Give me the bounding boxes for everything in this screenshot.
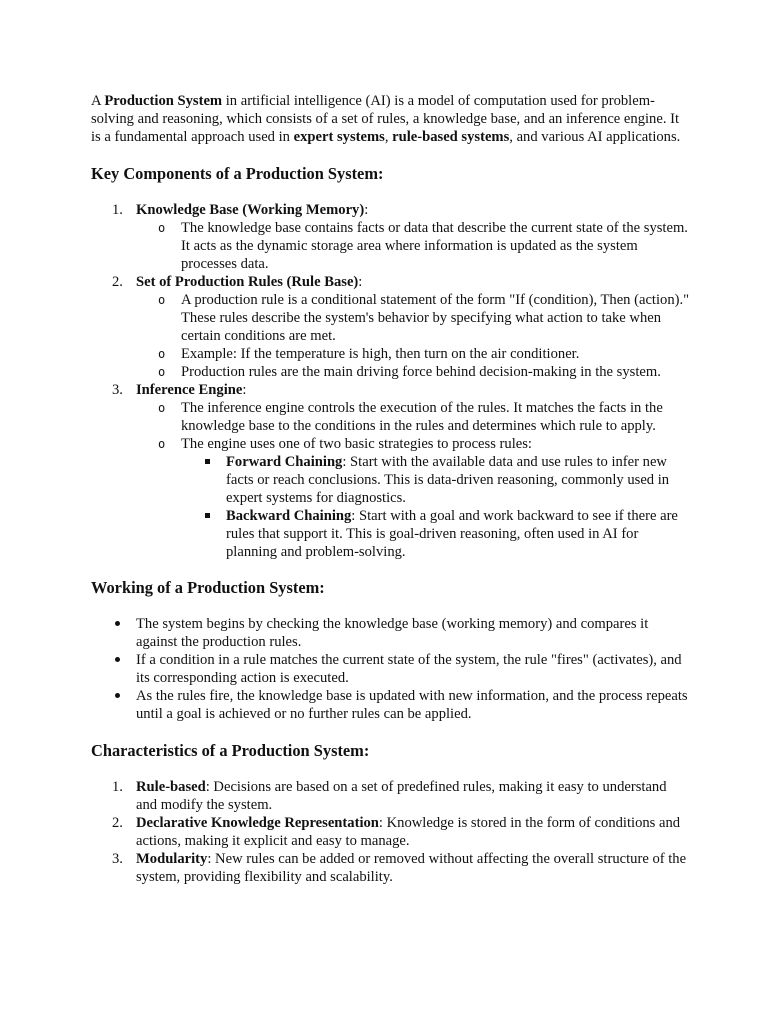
working-list <box>91 615 691 723</box>
characteristics-list <box>91 778 691 886</box>
bullet-icon <box>115 621 120 626</box>
list-item <box>91 778 691 814</box>
section-heading-key-components: Key Components of a Production System: <box>91 164 384 183</box>
list-number: 3. <box>112 851 123 867</box>
intro-text: A <box>91 93 105 109</box>
colon: : <box>358 274 363 290</box>
list-number: 2. <box>112 815 123 831</box>
strategy-list <box>181 453 691 561</box>
sub-item-text: Production rules are the main driving force behind decision-making in the system. <box>181 364 661 380</box>
component-title: Set of Production Rules (Rule Base) <box>136 274 359 290</box>
colon: : <box>242 382 247 398</box>
sub-item-text: The engine uses one of two basic strategies to process rules: <box>181 436 532 452</box>
sub-list-item <box>136 345 691 363</box>
sub-list-item <box>136 363 691 381</box>
list-item <box>91 381 691 561</box>
sub-item-text: The knowledge base contains facts or data that describe the current state of the system. It acts as the dynamic storage area where information is updated as the system processes data. <box>181 220 688 272</box>
component-title: Knowledge Base (Working Memory) <box>136 202 365 218</box>
characteristic-title: Modularity <box>136 851 208 867</box>
component-title: Inference Engine <box>136 382 243 398</box>
colon: : <box>364 202 369 218</box>
list-item <box>91 615 691 651</box>
sub-list <box>136 291 691 381</box>
sub-list <box>136 219 691 273</box>
list-item <box>91 651 691 687</box>
strategy-item <box>181 507 691 561</box>
key-components-list <box>91 201 691 561</box>
circle-bullet-icon: o <box>158 437 166 451</box>
sub-item-text: A production rule is a conditional statement of the form "If (condition), Then (action)." These rules describe the system's behavior by specifying what action to take when certain conditions are met. <box>181 292 690 344</box>
circle-bullet-icon: o <box>158 293 166 307</box>
list-number: 2. <box>112 274 123 290</box>
strategy-title: Backward Chaining <box>226 508 352 524</box>
bullet-text: The system begins by checking the knowledge base (working memory) and compares it against the production rules. <box>136 616 649 650</box>
intro-text: , <box>384 129 393 145</box>
circle-bullet-icon: o <box>158 401 166 415</box>
strategy-title: Forward Chaining <box>226 454 343 470</box>
characteristic-text: : Knowledge is stored in the form of conditions and actions, making it explicit and easy to manage. <box>136 815 681 849</box>
characteristic-title: Rule-based <box>136 779 206 795</box>
list-item <box>91 814 691 850</box>
document-content <box>91 92 691 886</box>
bullet-text: If a condition in a rule matches the current state of the system, the rule "fires" (activates), and its corresponding action is executed. <box>136 652 682 686</box>
square-bullet-icon <box>205 513 210 518</box>
sub-list <box>136 399 691 561</box>
bullet-icon <box>115 693 120 698</box>
list-item <box>91 273 691 381</box>
list-item <box>91 687 691 723</box>
strategy-text: : Start with the available data and use rules to infer new facts or reach conclusions. This is data-driven reasoning, commonly used in expert systems for diagnostics. <box>226 454 670 506</box>
circle-bullet-icon: o <box>158 365 166 379</box>
circle-bullet-icon: o <box>158 347 166 361</box>
list-number: 1. <box>112 202 123 218</box>
characteristic-text: : Decisions are based on a set of predefined rules, making it easy to understand and modify the system. <box>136 779 667 813</box>
section-heading-characteristics: Characteristics of a Production System: <box>91 741 370 760</box>
intro-bold-term: rule-based systems <box>392 129 510 145</box>
strategy-text: : Start with a goal and work backward to see if there are rules that support it. This is goal-driven reasoning, often used in AI for planning and problem-solving. <box>226 508 678 560</box>
characteristic-text: : New rules can be added or removed without affecting the overall structure of the system, providing flexibility and scalability. <box>136 851 687 885</box>
list-item <box>91 201 691 273</box>
intro-bold-term: expert systems <box>293 129 385 145</box>
intro-text: , and various AI applications. <box>509 129 681 145</box>
characteristic-title: Declarative Knowledge Representation <box>136 815 379 831</box>
sub-list-item <box>136 291 691 345</box>
strategy-item <box>181 453 691 507</box>
list-number: 1. <box>112 779 123 795</box>
intro-bold-term: Production System <box>104 93 223 109</box>
circle-bullet-icon: o <box>158 221 166 235</box>
list-number: 3. <box>112 382 123 398</box>
sub-list-item <box>136 399 691 435</box>
square-bullet-icon <box>205 459 210 464</box>
list-item <box>91 850 691 886</box>
sub-item-text: The inference engine controls the execution of the rules. It matches the facts in the knowledge base to the conditions in the rules and determines which rule to apply. <box>181 400 663 434</box>
section-heading-working: Working of a Production System: <box>91 578 325 597</box>
bullet-text: As the rules fire, the knowledge base is updated with new information, and the process repeats until a goal is achieved or no further rules can be applied. <box>136 688 688 722</box>
sub-list-item <box>136 219 691 273</box>
intro-paragraph <box>91 92 691 146</box>
bullet-icon <box>115 657 120 662</box>
intro-text: in artificial intelligence (AI) is a model of computation used for problem-solving and reasoning, which consists of a set of rules, a knowledge base, and an inference engine. It is a fundamental approach used in <box>91 93 680 145</box>
sub-list-item <box>136 435 691 561</box>
sub-item-text: Example: If the temperature is high, then turn on the air conditioner. <box>181 346 580 362</box>
